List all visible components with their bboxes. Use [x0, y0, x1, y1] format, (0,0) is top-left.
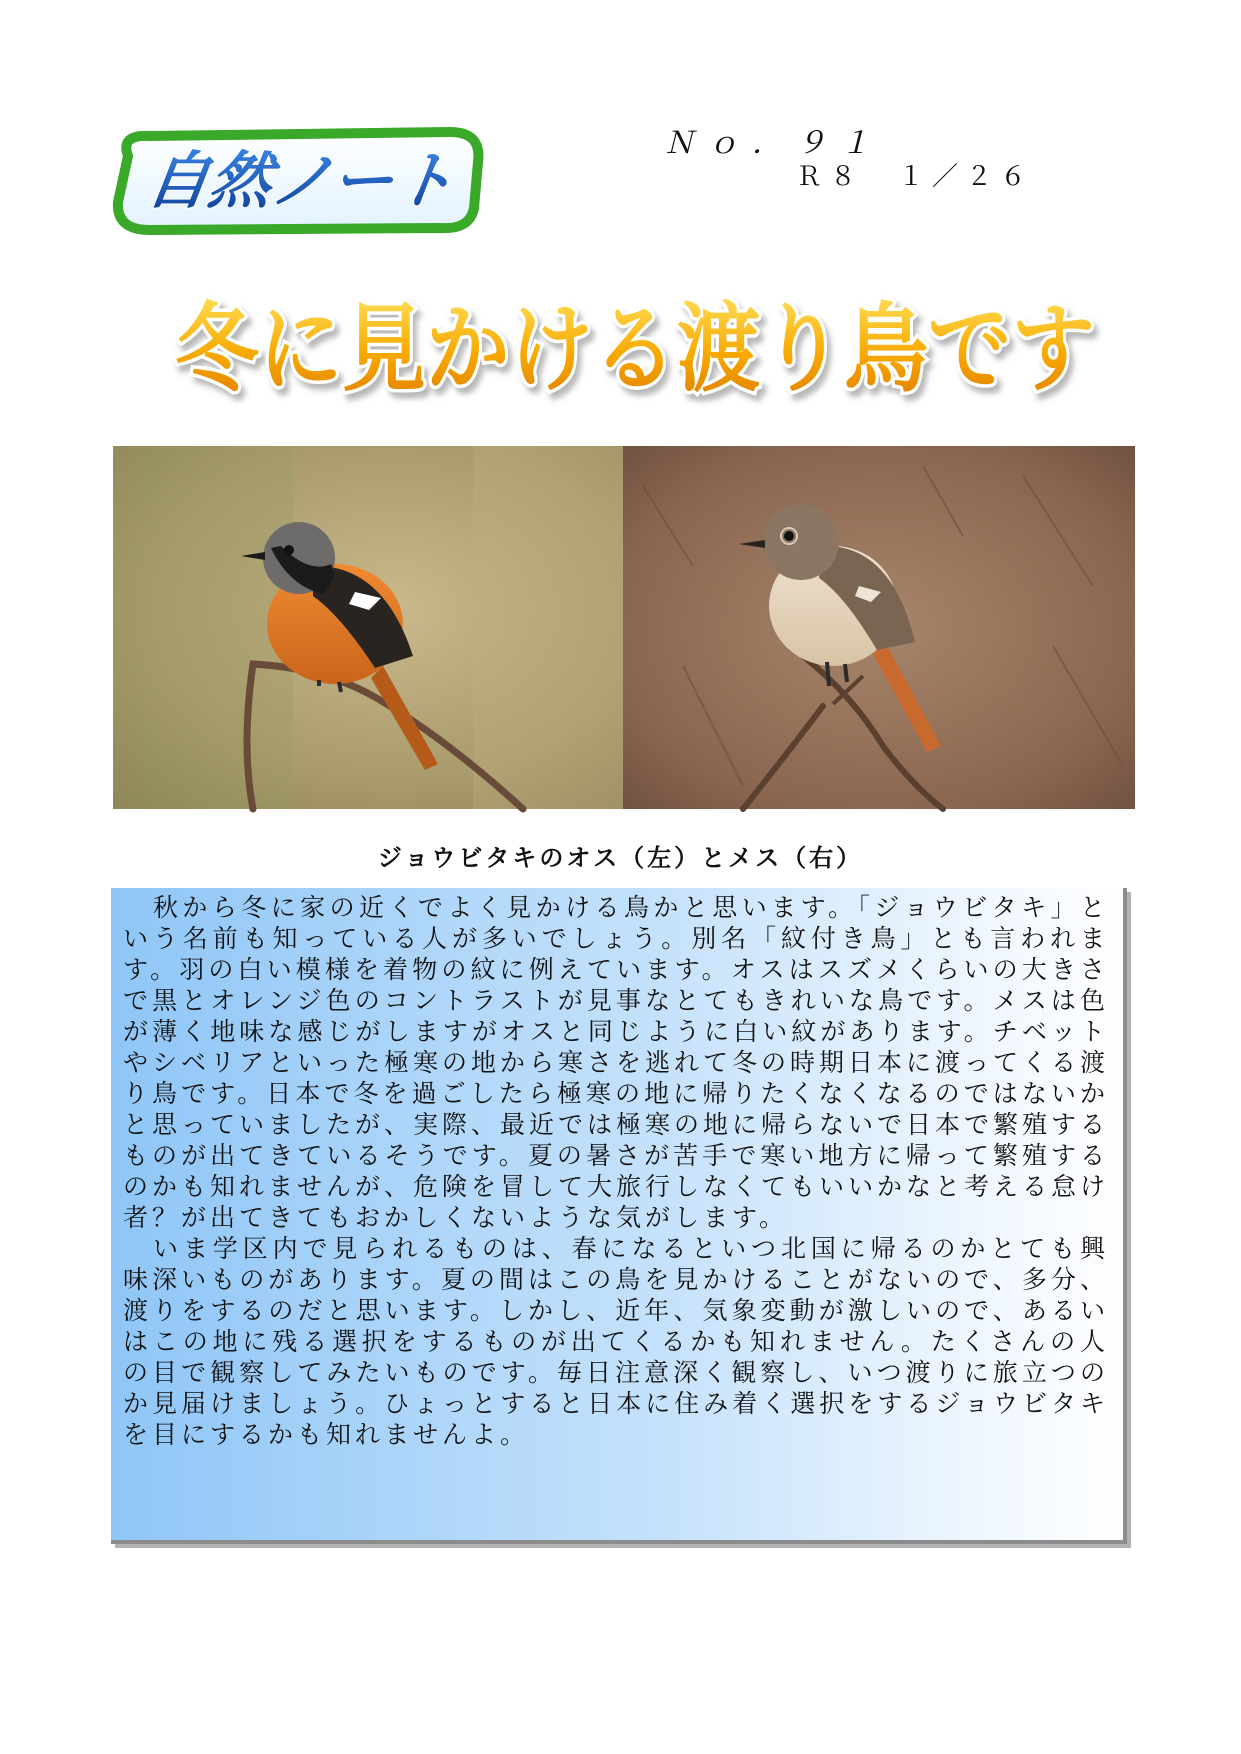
photo-male-redstart [113, 446, 623, 809]
photo-female-redstart [623, 446, 1135, 809]
logo-text: 自然ノート [142, 144, 461, 217]
logo [110, 126, 488, 236]
article-body [123, 892, 1109, 1450]
issue-number: Ｎｏ．９１ [664, 126, 884, 161]
article-paragraph-1: 秋から冬に家の近くでよく見かける鳥かと思います。「ジョウビタキ」という名前も知っている人が多いでしょう。別名「紋付き鳥」とも言われます。羽の白い模様を着物の紋に例えています。オスはスズメくらいの大きさで黒とオレンジ色のコントラストが見事なとてもきれいな鳥です。メスは色が薄く地味な感じがしますがオスと同じように白い紋があります。チベットやシベリアといった極寒の地から寒さを逃れて冬の時期日本に渡ってくる渡り鳥です。日本で冬を過ごしたら極寒の地に帰りたくなくなるのではないかと思っていましたが、実際、最近では極寒の地に帰らないで日本で繁殖するものが出てきているそうです。夏の暑さが苦手で寒い地方に帰って繁殖するのかも知れませんが、危険を冒して大旅行しなくてもいいかなと考える怠け者？が出てきてもおかしくないような気がします。 [123, 893, 1110, 1232]
photo-caption: ジョウビタキのオス（左）とメス（右） [377, 844, 864, 872]
article-paragraph-2: いま学区内で見られるものは、春になるといつ北国に帰るのかとても興味深いものがあります。夏の間はこの鳥を見かけることがないので、多分、渡りをするのだと思います。しかし、近年、気象変動が激しいので、あるいはこの地に残る選択をするものが出てくるかも知れません。たくさんの人の目で観察してみたいものです。毎日注意深く観察し、いつ渡りに旅立つのか見届けましょう。ひょっとすると日本に住み着く選択をするジョウビタキを目にするかも知れませんよ。 [123, 1234, 1109, 1449]
headline [160, 282, 1110, 412]
article-box [111, 888, 1127, 1544]
issue-date: Ｒ８ １／２６ [796, 162, 1035, 192]
headline-text: 冬に見かける渡り鳥です [175, 293, 1095, 405]
